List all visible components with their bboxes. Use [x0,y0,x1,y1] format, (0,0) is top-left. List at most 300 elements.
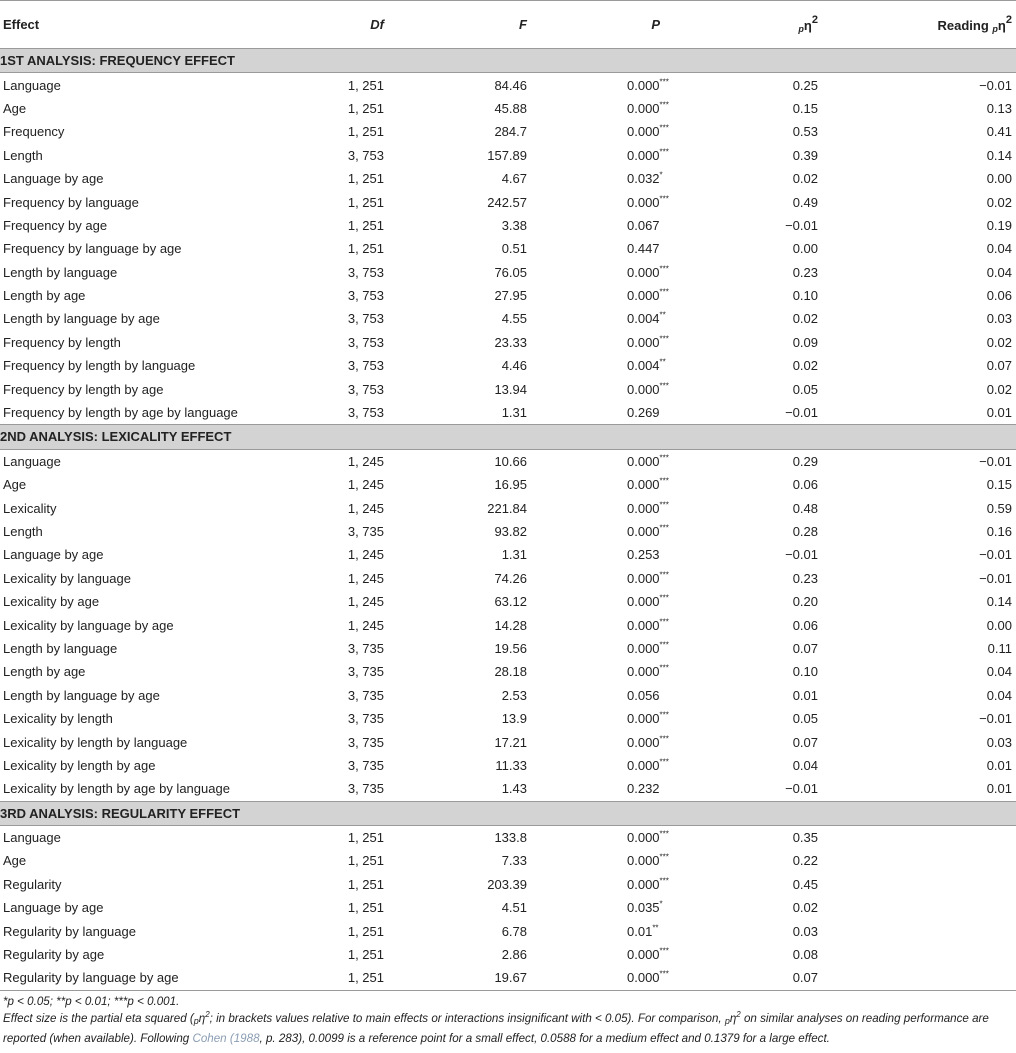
cell-df: 3, 753 [347,311,384,327]
table-row [0,144,1016,167]
p-value: 0.000 [627,77,660,93]
cell-f: 28.18 [494,664,527,680]
cell-p [527,966,669,990]
table-row [0,377,1016,400]
table-row [0,331,1016,354]
p-value: 0.000 [627,524,660,539]
cell-p [527,919,660,942]
cell-p [527,637,669,660]
cell-reading-eta: −0.01 [979,547,1012,563]
cell-f: 4.46 [501,358,527,374]
cell-f: 13.94 [494,381,527,397]
significance-marker: ** [652,923,659,933]
cell-f: 17.21 [494,734,527,750]
cell-partial-eta: 0.07 [792,734,818,750]
significance-marker: *** [659,664,669,674]
cell-f: 11.33 [495,757,527,773]
cell-df: 1, 245 [347,547,384,563]
p-value: 0.004 [627,358,660,374]
cell-f: 63.12 [494,594,527,610]
cell-effect: Frequency by language by age [3,241,182,257]
cell-effect: Regularity [3,876,62,892]
p-value: 0.000 [627,617,660,633]
cell-p [527,377,669,400]
cell-p [527,237,660,260]
cell-effect: Length by age [3,288,86,304]
header-reading-eta-superscript: 2 [1005,14,1012,26]
cell-reading-eta [818,966,1016,990]
effect-size-note-text-2: ; in brackets values relative to main effects or interactions insignificant with < 0.05). For comparison, [209,1012,725,1025]
significance-marker: *** [659,829,669,839]
cell-f: 221.84 [487,500,527,516]
cell-reading-eta [818,849,1016,872]
p-value: 0.000 [627,124,660,140]
cell-p [527,825,669,849]
header-df: Df [300,1,384,49]
cell-df: 3, 753 [347,334,384,350]
significance-marker: *** [659,757,669,767]
cell-partial-eta: 0.45 [792,876,818,892]
cell-partial-eta: 0.06 [792,617,818,633]
table-row [0,919,1016,942]
table-footnotes [3,993,1013,1047]
p-value: 0.000 [627,381,660,397]
cell-df: 1, 245 [347,477,384,493]
cell-f: 16.95 [494,477,527,493]
header-partial-eta [660,1,818,49]
section-title: 2ND ANALYSIS: LEXICALITY EFFECT [0,425,1016,449]
p-value: 0.056 [627,687,660,703]
cell-df: 3, 753 [347,405,384,421]
cell-reading-eta: 0.03 [986,311,1012,327]
cell-effect: Lexicality by length by age by language [3,781,230,797]
cell-p [527,777,660,801]
cell-effect: Lexicality by language [3,570,131,586]
cell-p [527,896,663,919]
table-row [0,237,1016,260]
cell-p [527,496,669,519]
cell-partial-eta: 0.15 [792,100,818,116]
cell-df: 3, 753 [347,288,384,304]
cell-effect: Length by language by age [3,687,160,703]
cell-p [527,144,669,167]
cell-reading-eta: −0.01 [979,77,1012,93]
cell-df: 1, 245 [347,617,384,633]
cell-reading-eta: 0.03 [986,734,1012,750]
table-row [0,873,1016,896]
cell-f: 93.82 [494,524,527,539]
cell-reading-eta: 0.04 [986,687,1012,703]
significance-marker: *** [659,194,669,204]
header-row [0,1,1016,49]
cell-df: 1, 245 [347,570,384,586]
cell-p [527,684,660,707]
cell-f: 242.57 [487,194,527,210]
header-reading-eta-symbol: η [997,18,1006,33]
cell-effect: Lexicality by length by language [3,734,188,750]
cell-effect: Language by age [3,547,104,563]
table-row [0,401,1016,425]
cell-reading-eta: 0.14 [986,147,1012,163]
cell-effect: Language by age [3,900,104,916]
p-value: 0.032 [627,171,660,187]
cell-effect: Frequency by length by age by language [3,405,238,421]
cell-effect: Lexicality by length [3,711,113,727]
cell-reading-eta: 0.13 [986,100,1012,116]
p-value: 0.000 [627,734,660,750]
cell-effect: Age [3,853,27,869]
cell-partial-eta: 0.01 [792,687,818,703]
cell-reading-eta: 0.00 [986,171,1012,187]
cell-effect: Language [3,77,61,93]
cell-df: 1, 251 [347,124,384,140]
cell-partial-eta: 0.20 [792,594,818,610]
cell-f: 203.39 [487,876,527,892]
cell-df: 1, 251 [347,77,384,93]
cell-effect: Language [3,453,61,469]
cell-f: 1.43 [501,781,527,797]
citation-link[interactable]: Cohen [192,1032,227,1045]
note-eta-subscript-2: p [724,1016,730,1026]
table-row [0,966,1016,990]
p-value: 0.000 [627,970,660,986]
cell-partial-eta: 0.02 [792,358,818,374]
cell-partial-eta: −0.01 [785,547,818,563]
significance-marker: *** [659,287,669,297]
cell-reading-eta: 0.11 [987,640,1012,656]
table-row [0,284,1016,307]
cell-effect: Length by language [3,264,118,280]
cell-f: 14.28 [494,617,527,633]
cell-p [527,543,660,566]
table-row [0,120,1016,143]
cell-partial-eta: 0.09 [792,334,818,350]
p-value: 0.035 [627,900,660,916]
table-row [0,660,1016,683]
cell-effect: Length by age [3,664,86,680]
cell-df: 1, 251 [347,876,384,892]
cell-reading-eta: 0.04 [986,241,1012,257]
significance-marker: *** [659,124,669,134]
cell-df: 3, 753 [347,147,384,163]
cell-f: 84.46 [494,77,527,93]
table-row [0,354,1016,377]
cell-partial-eta: 0.23 [792,264,818,280]
cell-partial-eta: 0.25 [792,77,818,93]
cell-df: 1, 251 [347,194,384,210]
cell-partial-eta: 0.06 [792,477,818,493]
cell-reading-eta: 0.02 [986,334,1012,350]
cell-f: 76.05 [494,264,527,280]
cell-effect: Frequency by language [3,194,139,210]
header-eta-superscript: 2 [811,14,818,26]
p-value: 0.000 [627,711,660,727]
cell-effect: Regularity by age [3,947,105,963]
table-body [0,49,1016,991]
cell-p [527,214,660,237]
cell-p [527,707,669,730]
cell-partial-eta: 0.10 [792,664,818,680]
cell-partial-eta: 0.04 [792,757,818,773]
cell-partial-eta: 0.49 [792,194,818,210]
cell-effect: Frequency by length by age [3,381,164,397]
cell-p [527,520,669,543]
p-value: 0.000 [627,853,660,869]
cell-p [527,613,669,636]
significance-marker: *** [659,77,669,87]
cell-p [527,449,669,473]
cell-partial-eta: 0.07 [792,640,818,656]
significance-marker: *** [659,500,669,510]
table-row [0,190,1016,213]
cell-effect: Language by age [3,171,104,187]
cell-df: 1, 251 [347,241,384,257]
significance-marker: ** [659,357,666,367]
table-row [0,754,1016,777]
cell-effect: Length by language [3,640,118,656]
section-header-row [0,425,1016,449]
cell-f: 27.95 [494,288,527,304]
table-row [0,825,1016,849]
p-value: 0.269 [627,405,660,421]
table-row [0,73,1016,97]
cell-effect: Regularity by language [3,923,136,939]
effect-size-note-text: Effect size is the partial eta squared ( [3,1012,194,1025]
cell-p [527,873,669,896]
p-value: 0.000 [627,288,660,304]
significance-marker: *** [659,734,669,744]
cell-df: 1, 251 [347,217,384,233]
p-value: 0.000 [627,876,660,892]
cell-f: 1.31 [501,405,527,421]
significance-marker: * [659,170,663,180]
p-value: 0.000 [627,264,660,280]
cell-partial-eta: 0.05 [792,711,818,727]
header-reading-eta-subscript: p [992,24,998,34]
cell-partial-eta: 0.02 [792,171,818,187]
cell-reading-eta [818,873,1016,896]
cell-reading-eta: −0.01 [979,453,1012,469]
cell-effect: Language [3,830,61,846]
citation-year-link[interactable]: (1988 [229,1032,260,1045]
cell-reading-eta: 0.59 [986,500,1012,516]
table-row [0,637,1016,660]
significance-marker: *** [659,453,669,463]
cell-effect: Length [3,524,43,539]
significance-marker: *** [659,570,669,580]
cell-effect: Frequency by age [3,217,108,233]
table-row [0,730,1016,753]
header-p: P [527,1,660,49]
cell-f: 1.31 [501,547,527,563]
cell-f: 0.51 [501,241,527,257]
cell-p [527,567,669,590]
cell-reading-eta [818,896,1016,919]
cell-p [527,190,669,213]
cell-partial-eta: 0.02 [792,311,818,327]
cell-p [527,590,669,613]
table-header [0,1,1016,49]
cell-reading-eta [818,943,1016,966]
cell-p [527,261,669,284]
cell-effect: Lexicality by length by age [3,757,156,773]
note-eta-superscript-2: 2 [736,1010,741,1020]
significance-marker: *** [659,100,669,110]
cell-df: 1, 245 [347,500,384,516]
significance-marker: *** [659,640,669,650]
p-value: 0.000 [627,757,660,773]
significance-marker: *** [659,147,669,157]
table-row [0,449,1016,473]
note-eta-subscript: p [193,1016,199,1026]
cell-f: 2.53 [501,687,527,703]
cell-f: 74.26 [494,570,527,586]
table-row [0,543,1016,566]
cell-p [527,284,669,307]
cell-partial-eta: 0.10 [792,288,818,304]
p-value: 0.000 [627,640,660,656]
cell-reading-eta: 0.06 [986,288,1012,304]
table-row [0,520,1016,543]
cell-df: 1, 251 [347,923,384,939]
cell-f: 6.78 [501,923,527,939]
p-value: 0.253 [627,547,660,563]
significance-marker: * [659,899,663,909]
cell-p [527,754,669,777]
p-value: 0.000 [627,453,660,469]
cell-df: 1, 251 [347,100,384,116]
significance-marker: *** [659,876,669,886]
cell-df: 3, 735 [347,524,384,539]
table-row [0,943,1016,966]
cell-df: 3, 735 [347,781,384,797]
cell-reading-eta: 0.04 [986,664,1012,680]
cell-partial-eta: 0.28 [792,524,818,539]
cell-reading-eta: 0.04 [986,264,1012,280]
p-value: 0.067 [627,217,660,233]
cell-df: 3, 753 [347,381,384,397]
cell-df: 3, 735 [347,687,384,703]
table-row [0,97,1016,120]
table-row [0,261,1016,284]
cell-reading-eta: 0.16 [986,524,1012,539]
table-row [0,214,1016,237]
cell-df: 1, 251 [347,900,384,916]
table-row [0,849,1016,872]
cell-df: 1, 251 [300,966,384,990]
cell-df: 3, 753 [347,358,384,374]
significance-marker: *** [659,381,669,391]
cell-partial-eta: 0.29 [792,453,818,469]
cell-partial-eta: 0.02 [792,900,818,916]
cell-reading-eta: 0.41 [986,124,1012,140]
section-header-row [0,801,1016,825]
header-f: F [384,1,527,49]
header-effect: Effect [0,1,300,49]
p-value: 0.447 [627,241,660,257]
cell-p [527,730,669,753]
cell-effect: Frequency by length by language [3,358,196,374]
cell-f: 19.67 [384,966,527,990]
table-row [0,896,1016,919]
cell-f: 7.33 [501,853,527,869]
section-title: 1ST ANALYSIS: FREQUENCY EFFECT [0,49,1016,73]
cell-partial-eta: −0.01 [785,405,818,421]
cell-reading-eta: 0.19 [986,217,1012,233]
p-value: 0.000 [627,477,660,493]
cell-partial-eta: 0.22 [792,853,818,869]
cell-f: 3.38 [501,217,527,233]
cell-df: 1, 251 [347,830,384,846]
table-row [0,707,1016,730]
cell-f: 19.56 [494,640,527,656]
p-value: 0.004 [627,311,660,327]
cell-partial-eta: 0.23 [792,570,818,586]
cell-effect: Length [3,147,43,163]
significance-marker: *** [659,946,669,956]
cell-df: 1, 251 [347,171,384,187]
cell-effect: Regularity by language by age [0,966,300,990]
cell-p [527,307,666,330]
cell-f: 133.8 [494,830,527,846]
table-row [0,473,1016,496]
effect-size-note [3,1010,1013,1047]
header-reading-eta [818,1,1016,49]
cell-p [527,331,669,354]
cell-f: 13.9 [501,711,527,727]
cell-f: 2.86 [501,947,527,963]
cell-partial-eta: −0.01 [785,217,818,233]
p-value: 0.000 [627,830,660,846]
table-row [0,567,1016,590]
cell-p [527,401,660,425]
cell-p [527,354,666,377]
p-value: 0.000 [627,194,660,210]
cell-reading-eta: 0.14 [986,594,1012,610]
table-row [0,590,1016,613]
cell-reading-eta: 0.01 [986,405,1012,421]
cell-f: 45.88 [494,100,527,116]
p-value: 0.01 [627,923,653,939]
p-value: 0.000 [627,594,660,610]
header-eta-symbol: η [803,18,812,33]
table-row [0,777,1016,801]
cell-effect: Lexicality [3,500,57,516]
cell-p [527,943,669,966]
table-row [0,167,1016,190]
p-value: 0.000 [627,947,660,963]
p-value: 0.000 [627,334,660,350]
cell-reading-eta: 0.00 [986,617,1012,633]
cell-partial-eta: 0.08 [792,947,818,963]
cell-df: 3, 753 [347,264,384,280]
p-value: 0.000 [627,500,660,516]
table-row [0,613,1016,636]
significance-note: *p < 0.05; **p < 0.01; ***p < 0.001. [3,995,180,1008]
cell-reading-eta [818,825,1016,849]
cell-df: 1, 251 [347,853,384,869]
header-reading-label: Reading [937,18,989,33]
p-value: 0.000 [627,664,660,680]
significance-marker: *** [659,523,669,533]
significance-marker: *** [659,617,669,627]
cell-reading-eta: −0.01 [979,570,1012,586]
effect-size-note-text-3: on similar analyses on reading performance are reported (when available). Following [3,1012,989,1045]
cell-f: 4.51 [501,900,527,916]
cell-partial-eta: 0.53 [792,124,818,140]
cell-reading-eta: 0.01 [986,781,1012,797]
cell-reading-eta: 0.01 [986,757,1012,773]
